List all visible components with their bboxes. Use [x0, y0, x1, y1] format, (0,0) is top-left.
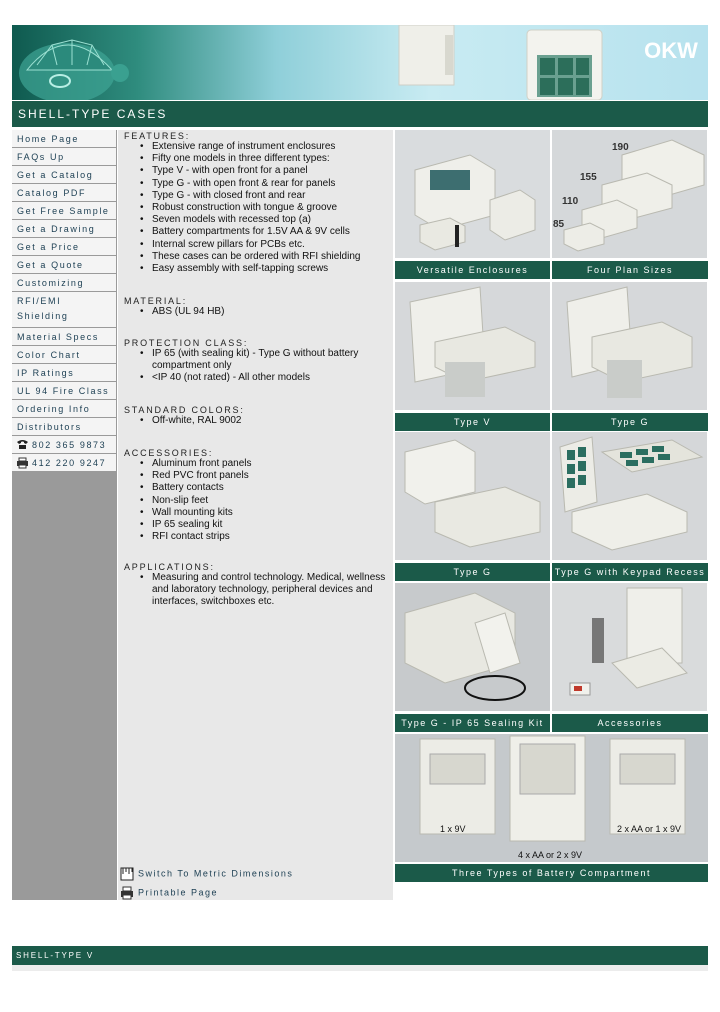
- size-label-85: 85: [553, 219, 565, 230]
- applications-list: [138, 572, 393, 609]
- list-item: • These cases can be ordered with RFI shielding: [138, 251, 393, 263]
- accessories-heading: ACCESSORIES:: [124, 448, 214, 458]
- size-label-190: 190: [612, 142, 629, 153]
- sidebar-item-catalog-pdf[interactable]: [12, 184, 116, 202]
- sidebar-item-get-a-catalog[interactable]: [12, 166, 116, 184]
- list-item: • Type G - with open front & rear for panels: [138, 178, 393, 190]
- metric-link-label: Switch To Metric Dimensions: [138, 868, 294, 879]
- phone-number-text: 802 365 9873: [32, 440, 107, 450]
- list-item: • Aluminum front panels: [138, 458, 393, 470]
- list-item: • Wall mounting kits: [138, 507, 393, 519]
- sidebar-item-ip-ratings[interactable]: [12, 364, 116, 382]
- section-bar-title: SHELL-TYPE V: [16, 951, 95, 960]
- section-bar-shell-type-v: [12, 946, 708, 965]
- sidebar-item-label: FAQs Up: [17, 152, 65, 162]
- sidebar-item-ul-94-fire-class[interactable]: [12, 382, 116, 400]
- sidebar-item-customizing[interactable]: [12, 274, 116, 292]
- applications-heading: APPLICATIONS:: [124, 562, 215, 572]
- list-item: • Battery compartments for 1.5V AA & 9V cells: [138, 226, 393, 238]
- sidebar-item-faqs-up[interactable]: [12, 148, 116, 166]
- features-heading: FEATURES:: [124, 131, 191, 141]
- protection-heading: PROTECTION CLASS:: [124, 338, 249, 348]
- size-label-110: 110: [562, 196, 579, 207]
- sidebar-item-material-specs[interactable]: [12, 328, 116, 346]
- sidebar-item-label: Catalog PDF: [17, 188, 87, 198]
- caption-versatile: Versatile Enclosures: [395, 261, 550, 279]
- features-list: [138, 141, 393, 275]
- caption-type-g-keypad: Type G with Keypad Recess: [552, 563, 708, 581]
- sidebar-item-rfi-emi-shielding[interactable]: [12, 292, 116, 328]
- footer-strip: [12, 965, 708, 971]
- list-item: • ABS (UL 94 HB): [138, 306, 393, 318]
- sidebar-item-label: Get a Drawing: [17, 224, 96, 234]
- sidebar-item-label: Home Page: [17, 134, 79, 144]
- turtle-logo-image: [12, 25, 142, 100]
- accessories-list: [138, 458, 393, 543]
- protection-list: [138, 348, 393, 385]
- list-item: • <IP 40 (not rated) - All other models: [138, 372, 393, 384]
- photo-type-g-1[interactable]: [552, 282, 707, 410]
- list-item: • Red PVC front panels: [138, 470, 393, 482]
- list-item: • IP 65 (with sealing kit) - Type G without battery compartment only: [138, 348, 393, 372]
- okw-logo[interactable]: [642, 33, 700, 65]
- list-item: • Robust construction with tongue & groove: [138, 202, 393, 214]
- sidebar-item-get-a-drawing[interactable]: [12, 220, 116, 238]
- banner-product-image: [397, 25, 607, 100]
- fax-number: [12, 454, 116, 471]
- photo-accessories[interactable]: [552, 583, 707, 711]
- printable-link[interactable]: [120, 886, 218, 900]
- battery-label-2: 4 x AA or 2 x 9V: [518, 850, 583, 860]
- list-item: • Type V - with open front for a panel: [138, 165, 393, 177]
- sidebar-item-label: Material Specs: [17, 332, 99, 342]
- caption-sealing-kit: Type G - IP 65 Sealing Kit: [395, 714, 550, 732]
- sidebar-item-home-page[interactable]: [12, 130, 116, 148]
- sidebar-item-label: Color Chart: [17, 350, 81, 360]
- sidebar-item-label: UL 94 Fire Class: [17, 386, 110, 396]
- phone-number[interactable]: [12, 436, 116, 453]
- list-item: • Battery contacts: [138, 482, 393, 494]
- photo-type-g-keypad[interactable]: [552, 432, 707, 560]
- sidebar-item-label: Ordering Info: [17, 404, 91, 414]
- battery-label-3: 2 x AA or 1 x 9V: [617, 824, 682, 834]
- sidebar-item-label: Get a Quote: [17, 260, 84, 270]
- printer-icon: [120, 886, 134, 900]
- list-item: • Easy assembly with self-tapping screws: [138, 263, 393, 275]
- material-list: [138, 306, 393, 318]
- list-item: • RFI contact strips: [138, 531, 393, 543]
- header-banner: [12, 25, 708, 100]
- photo-versatile-enclosures[interactable]: [395, 130, 550, 258]
- sidebar-nav: [12, 130, 117, 900]
- list-item: • Internal screw pillars for PCBs etc.: [138, 239, 393, 251]
- sidebar-item-color-chart[interactable]: [12, 346, 116, 364]
- list-item: • IP 65 sealing kit: [138, 519, 393, 531]
- metric-link[interactable]: [120, 867, 293, 881]
- fax-icon: [16, 457, 29, 469]
- sidebar-item-ordering-info[interactable]: [12, 400, 116, 418]
- sidebar-item-get-a-quote[interactable]: [12, 256, 116, 274]
- list-item: • Measuring and control technology. Medical, wellness and laboratory technology, peripheral devices and interfaces, switchboxes etc.: [138, 572, 393, 609]
- caption-four-sizes: Four Plan Sizes: [552, 261, 708, 279]
- size-label-155: 155: [580, 172, 597, 183]
- caption-type-v: Type V: [395, 413, 550, 431]
- material-heading: MATERIAL:: [124, 296, 188, 306]
- photo-gallery: [395, 130, 708, 900]
- caption-type-g-2: Type G: [395, 563, 550, 581]
- photo-four-plan-sizes[interactable]: [552, 130, 707, 258]
- sidebar-item-label: Distributors: [17, 422, 82, 432]
- page-title-bar: [12, 101, 708, 127]
- list-item: • Extensive range of instrument enclosures: [138, 141, 393, 153]
- sidebar-item-get-free-sample[interactable]: [12, 202, 116, 220]
- caption-accessories: Accessories: [552, 714, 708, 732]
- printable-link-label: Printable Page: [138, 887, 219, 898]
- sidebar-item-get-a-price[interactable]: [12, 238, 116, 256]
- photo-battery-compartments[interactable]: [395, 734, 708, 862]
- sidebar-item-label: Get Free Sample: [17, 206, 110, 216]
- caption-battery: Three Types of Battery Compartment: [395, 864, 708, 882]
- photo-type-g-2[interactable]: [395, 432, 550, 560]
- list-item: • Type G - with closed front and rear: [138, 190, 393, 202]
- sidebar-item-label: Get a Price: [17, 242, 80, 252]
- sidebar-item-label: Customizing: [17, 278, 85, 288]
- sidebar-item-label: Get a Catalog: [17, 170, 94, 180]
- colors-heading: STANDARD COLORS:: [124, 405, 245, 415]
- caption-type-g-1: Type G: [552, 413, 708, 431]
- list-item: • Off-white, RAL 9002: [138, 415, 393, 427]
- page-title: SHELL-TYPE CASES: [18, 107, 168, 121]
- photo-type-v[interactable]: [395, 282, 550, 410]
- list-item: • Fifty one models in three different types:: [138, 153, 393, 165]
- logo-text: OKW: [644, 38, 698, 63]
- phone-icon: [16, 439, 29, 450]
- sidebar-item-distributors[interactable]: [12, 418, 116, 436]
- main-content: [118, 130, 393, 900]
- photo-sealing-kit[interactable]: [395, 583, 550, 711]
- sidebar-item-label: IP Ratings: [17, 368, 75, 378]
- ruler-icon: [120, 867, 134, 881]
- list-item: • Non-slip feet: [138, 495, 393, 507]
- colors-list: [138, 415, 393, 427]
- battery-label-1: 1 x 9V: [440, 824, 466, 834]
- list-item: • Seven models with recessed top (a): [138, 214, 393, 226]
- fax-number-text: 412 220 9247: [32, 458, 107, 468]
- sidebar-item-label: RFI/EMI Shielding: [17, 296, 69, 321]
